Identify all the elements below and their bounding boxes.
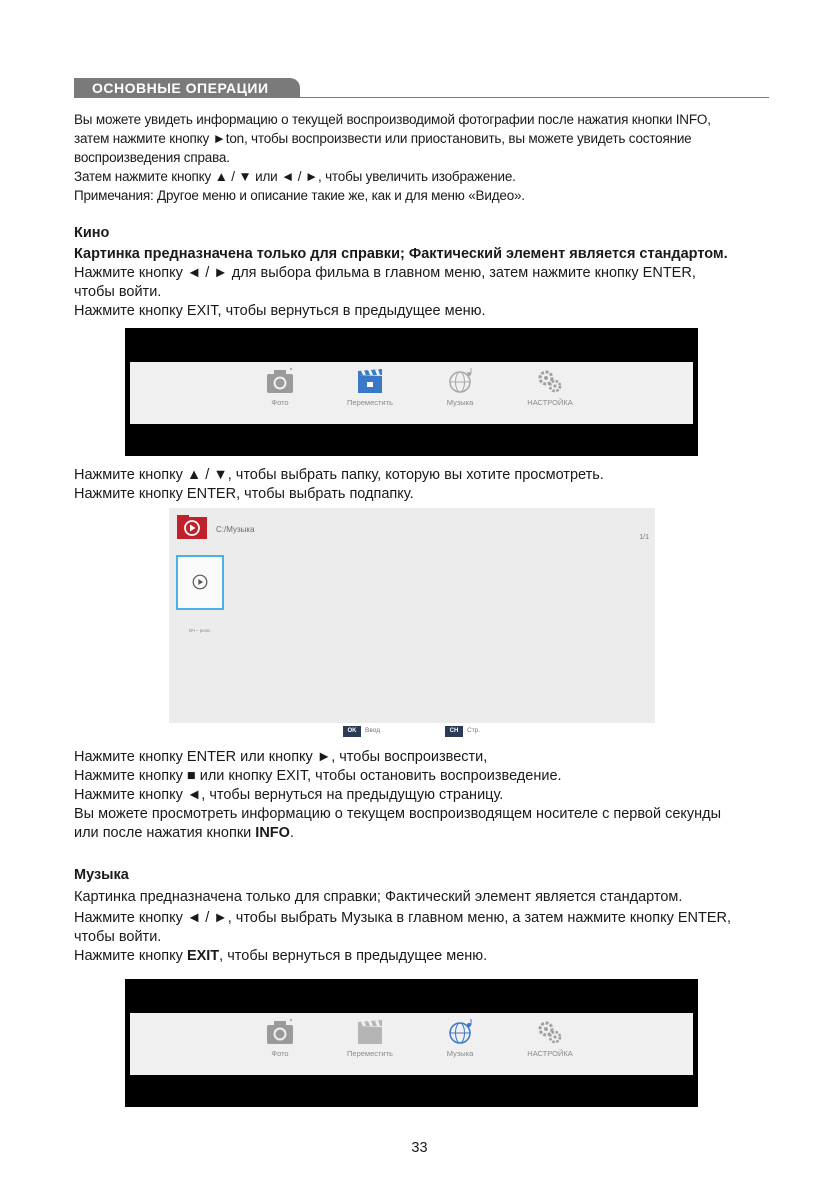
main-menu-bar bbox=[130, 362, 693, 424]
menu-item-settings[interactable] bbox=[505, 366, 595, 407]
music-globe-icon bbox=[443, 366, 477, 396]
page-number: 33 bbox=[411, 1140, 428, 1156]
menu-label: Фото bbox=[271, 1049, 289, 1058]
section-header-rule bbox=[74, 97, 769, 98]
text-line: чтобы войти. bbox=[74, 929, 162, 945]
text-fragment: или после нажатия кнопки bbox=[74, 825, 256, 841]
text-line: Затем нажмите кнопку ▲ / ▼ или ◄ / ►, чтобы увеличить изображение. bbox=[74, 169, 516, 184]
file-thumbnail[interactable] bbox=[176, 555, 224, 610]
ok-key-badge[interactable]: OK bbox=[343, 726, 361, 737]
ch-key-badge[interactable]: CH bbox=[445, 726, 463, 737]
movie-heading: Кино bbox=[74, 225, 110, 241]
menu-label: Фото bbox=[271, 398, 289, 407]
text-line: Нажмите кнопку ◄, чтобы вернуться на предыдущую страницу. bbox=[74, 787, 504, 803]
menu-item-photo[interactable] bbox=[235, 366, 325, 407]
text-line: Нажмите кнопку ◄ / ►, чтобы выбрать Музыка в главном меню, а затем нажмите кнопку ENTER, bbox=[74, 910, 732, 926]
text-line: Вы можете увидеть информацию о текущей воспроизводимой фотографии после нажатия кнопки INFO, bbox=[74, 112, 711, 127]
ok-key-label: Ввод bbox=[365, 727, 380, 734]
text-fragment: Нажмите кнопку bbox=[74, 948, 187, 964]
menu-label: НАСТРОЙКА bbox=[527, 398, 573, 407]
browser-path: C:/Музыка bbox=[216, 525, 255, 534]
text-line: Нажмите кнопку ENTER или кнопку ►, чтобы воспроизвести, bbox=[74, 749, 488, 765]
text-line: чтобы войти. bbox=[74, 284, 162, 300]
text-fragment: , чтобы вернуться в предыдущее меню. bbox=[219, 948, 488, 964]
text-line: затем нажмите кнопку ►ton, чтобы воспроизвести или приостановить, вы можете увидеть состояние bbox=[74, 131, 692, 146]
folder-browser-screenshot bbox=[169, 508, 655, 723]
menu-item-movie[interactable] bbox=[325, 1017, 415, 1058]
play-circle-icon bbox=[192, 574, 208, 590]
menu-item-settings[interactable] bbox=[505, 1017, 595, 1058]
ch-key-label: Стр. bbox=[467, 727, 481, 734]
main-menu-screenshot-movie bbox=[125, 328, 698, 456]
music-globe-icon bbox=[443, 1017, 477, 1047]
text-line bbox=[74, 947, 774, 966]
movie-paragraph bbox=[74, 245, 774, 321]
menu-item-music[interactable] bbox=[415, 1017, 505, 1058]
music-note: Картинка предназначена только для справки; Фактический элемент является стандартом. bbox=[74, 889, 683, 905]
menu-label: Музыка bbox=[446, 398, 474, 407]
browser-page-indicator: 1/1 bbox=[639, 534, 649, 541]
exit-key: EXIT bbox=[186, 948, 220, 964]
movie-note: Картинка предназначена только для справки; Фактический элемент является стандартом. bbox=[74, 246, 728, 262]
menu-label: Переместить bbox=[347, 398, 393, 407]
photo-info-paragraph bbox=[74, 110, 774, 205]
section-header: ОСНОВНЫЕ ОПЕРАЦИИ bbox=[74, 78, 300, 98]
menu-item-movie[interactable] bbox=[325, 366, 415, 407]
text-line bbox=[74, 824, 774, 843]
music-heading: Музыка bbox=[74, 867, 129, 883]
menu-label: Переместить bbox=[347, 1049, 393, 1058]
menu-label: Музыка bbox=[446, 1049, 474, 1058]
menu-item-photo[interactable] bbox=[235, 1017, 325, 1058]
folder-instructions bbox=[74, 466, 774, 504]
music-folder-icon bbox=[177, 515, 207, 539]
playback-instructions bbox=[74, 748, 774, 843]
text-line: Вы можете просмотреть информацию о текущем воспроизводящем носителе с первой секунды bbox=[74, 806, 722, 822]
file-label: ВЧ – рели bbox=[189, 628, 210, 633]
text-fragment: . bbox=[289, 825, 294, 841]
gears-icon bbox=[533, 366, 567, 396]
text-line: Нажмите кнопку ■ или кнопку EXIT, чтобы остановить воспроизведение. bbox=[74, 768, 562, 784]
text-line: воспроизведения справа. bbox=[74, 150, 230, 165]
clapperboard-icon bbox=[353, 366, 387, 396]
main-menu-bar bbox=[130, 1013, 693, 1075]
browser-footer bbox=[169, 723, 655, 743]
clapperboard-icon bbox=[353, 1017, 387, 1047]
text-line: Нажмите кнопку EXIT, чтобы вернуться в предыдущее меню. bbox=[74, 303, 486, 319]
gears-icon bbox=[533, 1017, 567, 1047]
info-key: INFO bbox=[255, 825, 290, 841]
text-line: Нажмите кнопку ENTER, чтобы выбрать подпапку. bbox=[74, 486, 414, 502]
camera-icon bbox=[263, 1017, 297, 1047]
text-line: Нажмите кнопку ◄ / ► для выбора фильма в главном меню, затем нажмите кнопку ENTER, bbox=[74, 265, 696, 281]
text-line: Примечания: Другое меню и описание такие же, как и для меню «Видео». bbox=[74, 188, 525, 203]
music-paragraph bbox=[74, 888, 774, 966]
text-line: Нажмите кнопку ▲ / ▼, чтобы выбрать папку, которую вы хотите просмотреть. bbox=[74, 467, 604, 483]
menu-item-music[interactable] bbox=[415, 366, 505, 407]
menu-label: НАСТРОЙКА bbox=[527, 1049, 573, 1058]
main-menu-screenshot-music bbox=[125, 979, 698, 1107]
camera-icon bbox=[263, 366, 297, 396]
